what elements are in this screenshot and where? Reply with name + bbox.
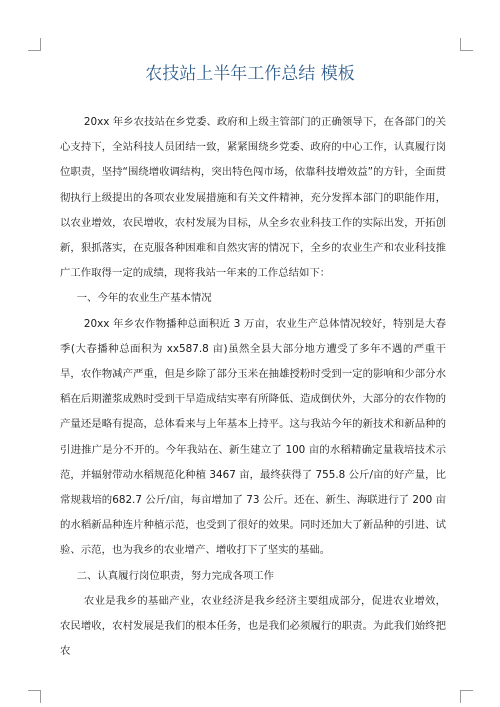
section-heading-1: 一、今年的农业生产基本情况 xyxy=(76,292,212,305)
crop-mark-bottom-right xyxy=(460,690,473,703)
crop-mark-bottom-left xyxy=(28,690,41,703)
section-1-paragraph: 20xx 年乡农作物播种总面积近 3 万亩，农业生产总体情况较好，特别是大春季(大春播种总面积为 xx587.8 亩)虽然全县大部分地方遭受了多年不遇的严重干旱，农作物减产严重，但是乡除了部分玉米在抽雄授粉时受到一定的影响和少部分水稻在后期灌浆成熟时受到干旱造成结实率有所降低、造成倒伏外，大部分的农作物的产量还是略有提高，总体看来与上年基本上持平。这与我站今年的新技术和新品种的引进推广是分不开的。今年我站在、新生建立了 100 亩的水稻精确定量栽培技术示范，并辐射带动水稻规范化种植 3467 亩，最终获得了 755.8 公斤/亩的好产量，比常规栽培的682.7 公斤/亩，每亩增加了 73 公斤。还在、新生、海联进行了 200 亩的水稻新品种连片种植示范，也受到了很好的效果。同时还加大了新品种的引进、试验、示范，也为我乡的农业增产、增收打下了坚实的基础。 xyxy=(60,317,446,557)
section-2-paragraph: 农业是我乡的基础产业，农业经济是我乡经济主要组成部分，促进农业增效，农民增收，农村发展是我们的根本任务，也是我们必须履行的职责。为此我们始终把农 xyxy=(60,594,446,658)
section-heading-2: 二、认真履行岗位职责，努力完成各项工作 xyxy=(76,569,275,582)
crop-mark-top-left xyxy=(28,38,41,51)
intro-paragraph: 20xx 年乡农技站在乡党委、政府和上级主管部门的正确领导下，在各部门的关心支持下，全站科技人员团结一致，紧紧围绕乡党委、政府的中心工作，认真履行岗位职责，坚持“围绕增收调结构，突出特色闯市场，依靠科技增效益”的方针，全面贯彻执行上级提出的各项农业发展措施和有关文件精神，充分发挥本部门的职能作用，以农业增效，农民增收，农村发展为目标，从全乡农业科技工作的实际出发，开拓创新，狠抓落实，在克服各种困难和自然灾害的情况下，全乡的农业生产和农业科技推广工作取得一定的成绩，现将我站一年来的工作总结如下： xyxy=(60,116,446,280)
crop-mark-top-right xyxy=(460,38,473,51)
document-title: 农技站上半年工作总结 模板 xyxy=(145,64,355,84)
document-body xyxy=(60,110,446,664)
